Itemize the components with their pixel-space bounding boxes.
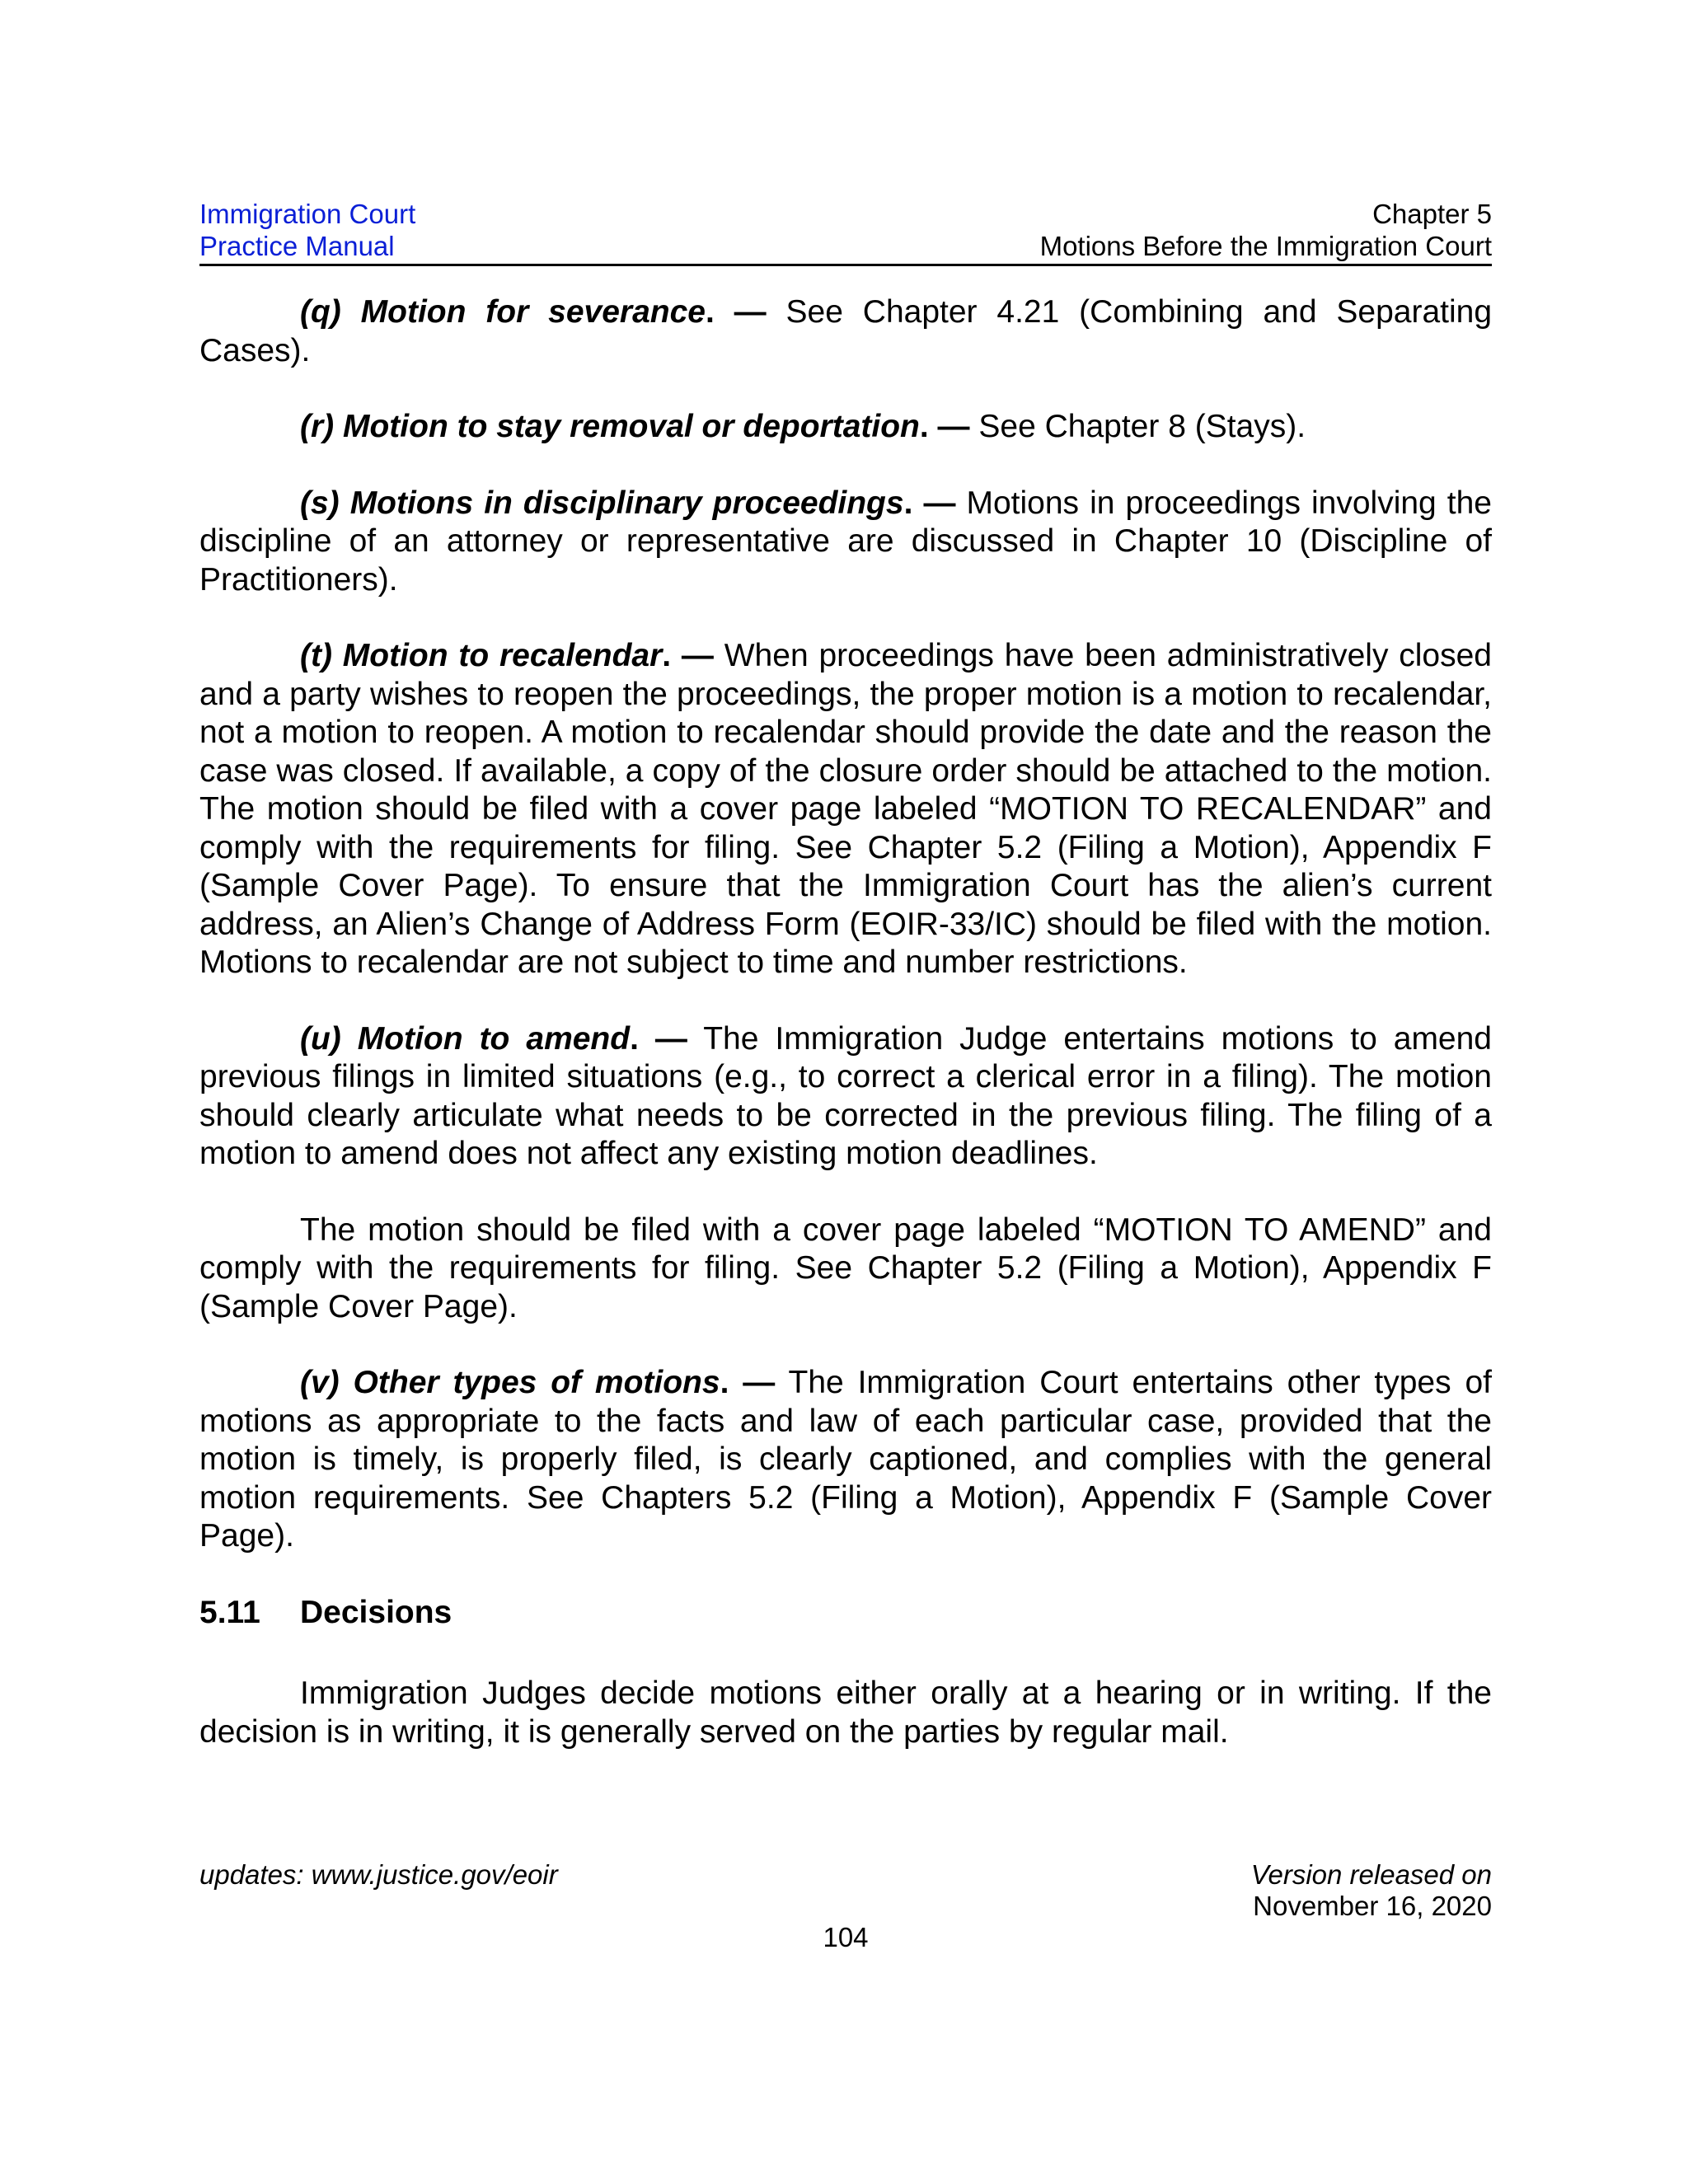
paragraph-v-text: The Immigration Court entertains other types of motions as appropriate to the facts and law of each particular case, provided that the motion is timely, is properly filed, is clearly captioned, and complies with the general motion requirements. See Chapters 5.2 (Filing a Motion), Appendix F (Sample Cover Page). [199,1365,1493,1554]
paragraph-u [199,1020,1492,1174]
chapter-number: Chapter 5 [1372,199,1492,229]
section-body: Immigration Judges decide motions either orally at a hearing or in writing. If the decision is in writing, it is generally served on the parties by regular mail. [199,1675,1492,1750]
paragraph-u-continued: The motion should be filed with a cover page labeled “MOTION TO AMEND” and comply with the requirements for filing. See Chapter 5.2 (Filing a Motion), Appendix F (Sample Cover Page). [199,1212,1492,1324]
section-title: Decisions [300,1594,452,1630]
manual-title-line2: Practice Manual [199,231,395,261]
paragraph-q [199,293,1492,370]
version-info [1251,1859,1492,1922]
paragraph-t-text: When proceedings have been administratively closed and a party wishes to reopen the proceedings, the proper motion is a motion to recalendar, not a motion to reopen. A motion to recalendar should provide the date and the reason the case was closed. If available, a copy of the closure order should be attached to the motion. The motion should be filed with a cover page labeled “MOTION TO RECALENDAR” and comply with the requirements for filing. See Chapter 5.2 (Filing a Motion), Appendix F (Sample Cover Page). To ensure that the Immigration Court has the alien’s current address, an Alien’s Change of Address Form (EOIR-33/IC) should be filed with the motion. Motions to recalendar are not subject to time and number restrictions. [199,638,1492,980]
paragraph-v [199,1364,1492,1556]
paragraph-s-text: Motions in proceedings involving the discipline of an attorney or representative are discussed in Chapter 10 (Discipline of Practitioners). [199,485,1492,598]
page-header [199,198,1492,266]
paragraph-r-dash: . — [919,409,970,444]
section-heading [199,1594,1492,1633]
paragraph-u-heading: (u) Motion to amend [300,1020,631,1057]
paragraph-s-heading: (s) Motions in disciplinary proceedings [300,485,904,521]
manual-title-line1: Immigration Court [199,199,416,229]
paragraph-q-text: See Chapter 4.21 (Combining and Separating Cases). [199,294,1493,368]
paragraph-s [199,485,1492,600]
paragraph-t [199,637,1492,982]
paragraph-r [199,408,1492,447]
paragraph-u-dash: . — [630,1020,687,1057]
paragraph-q-heading: (q) Motion for severance [300,294,706,330]
version-date: November 16, 2020 [1253,1891,1492,1921]
section-number: 5.11 [199,1594,260,1630]
page-body [199,293,1492,1789]
paragraph-v-heading: (v) Other types of motions [300,1365,720,1400]
paragraph-t-heading: (t) Motion to recalendar [300,638,663,673]
paragraph-u-text: The Immigration Judge entertains motions to amend previous filings in limited situations (e.g., to correct a clerical error in a filing). The motion should clearly articulate what needs to be corrected in the previous filing. The filing of a motion to amend does not affect any existing motion deadlines. [199,1020,1493,1171]
paragraph-t-dash: . — [662,638,714,673]
updates-url: updates: www.justice.gov/eoir [199,1859,558,1890]
paragraph-s-dash: . — [903,485,956,521]
paragraph-r-heading: (r) Motion to stay removal or deportation [300,409,920,444]
paragraph-v-dash: . — [720,1365,776,1400]
chapter-title: Motions Before the Immigration Court [1039,231,1492,261]
header-right [1040,198,1492,262]
version-label: Version released on [1250,1859,1492,1890]
header-left [199,198,415,262]
paragraph-q-dash: . — [705,294,767,330]
page-number: 104 [823,1922,869,1952]
paragraph-r-text: See Chapter 8 (Stays). [969,409,1306,444]
